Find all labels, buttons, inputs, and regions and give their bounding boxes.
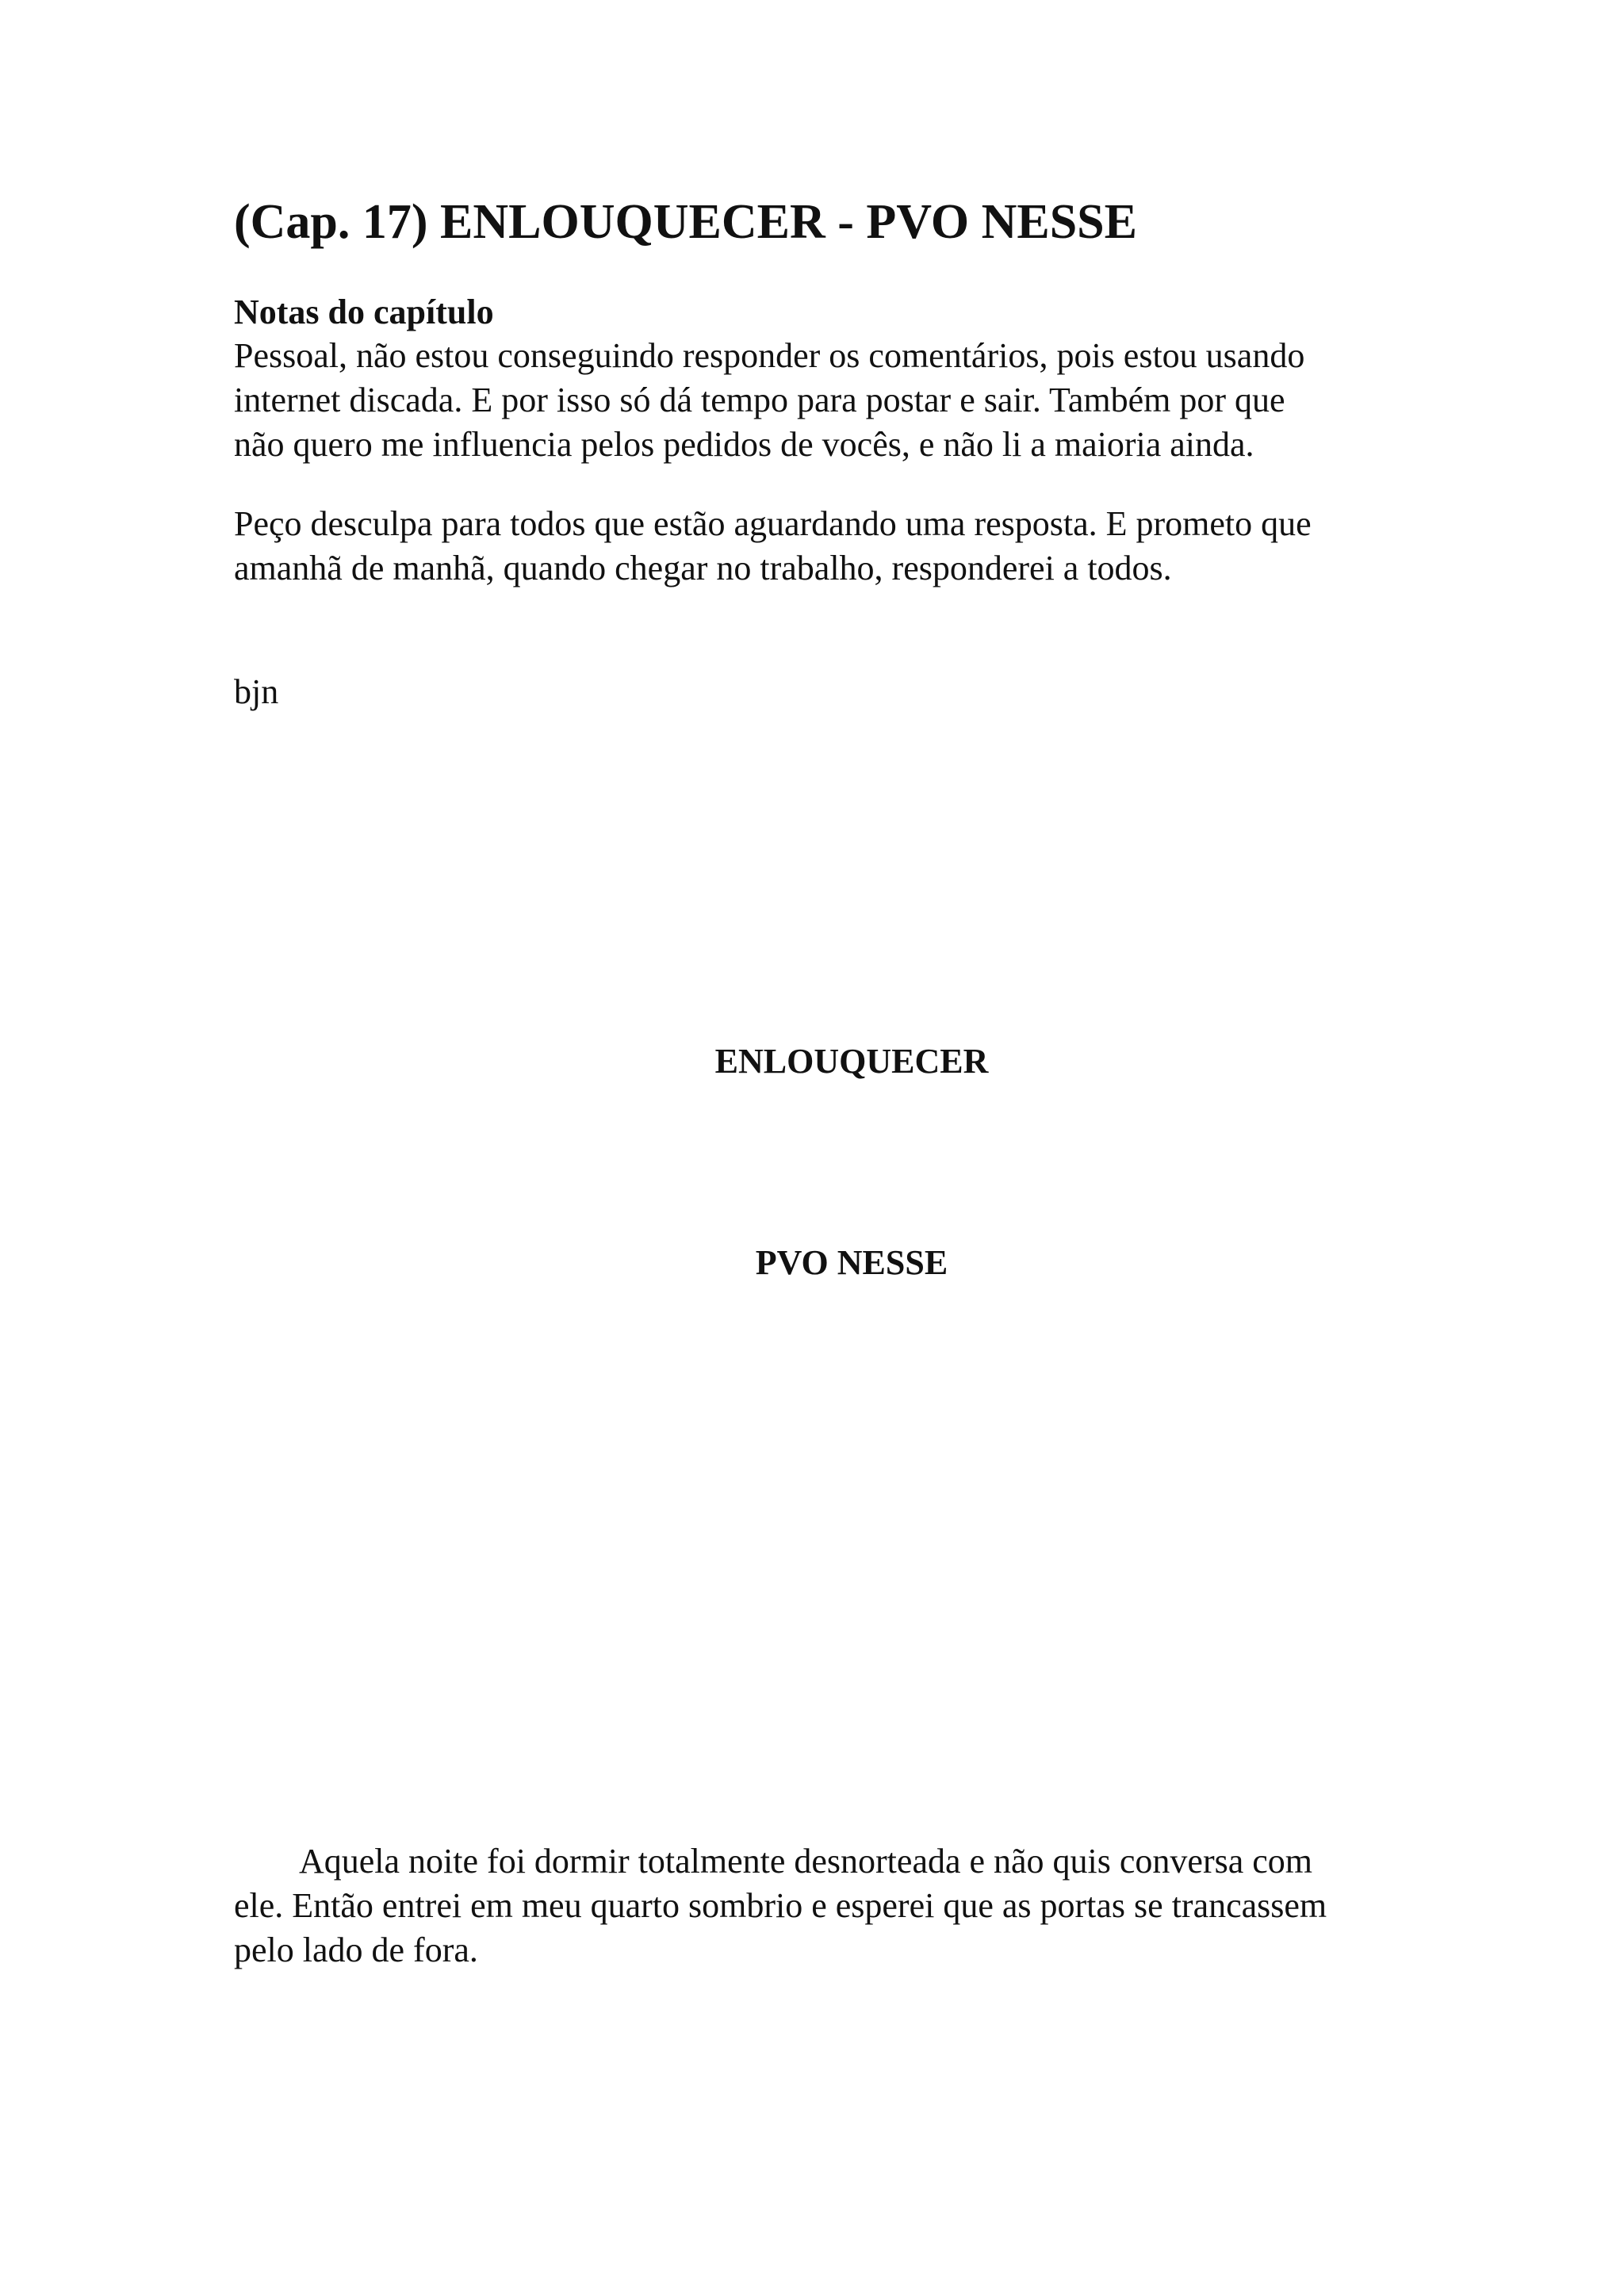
text-line: amanhã de manhã, quando chegar no trabalho, responderei a todos.	[234, 549, 1172, 587]
text-line: internet discada. E por isso só dá tempo para postar e sair. Também por que	[234, 381, 1285, 419]
text-line: não quero me influencia pelos pedidos de vocês, e não li a maioria ainda.	[234, 425, 1254, 464]
chapter-heading: ENLOUQUECER	[714, 1042, 989, 1081]
notes-paragraph-2	[234, 502, 1423, 591]
body-paragraph	[234, 1839, 1423, 1973]
pov-heading: PVO NESSE	[755, 1243, 948, 1282]
notes-heading: Notas do capítulo	[234, 293, 494, 331]
notes-paragraph-1	[234, 334, 1423, 467]
text-line: pelo lado de fora.	[234, 1931, 478, 1969]
text-line: Pessoal, não estou conseguindo responder os comentários, pois estou usando	[234, 336, 1305, 375]
text-line: Peço desculpa para todos que estão aguardando uma resposta. E prometo que	[234, 504, 1312, 543]
chapter-title: (Cap. 17) ENLOUQUECER - PVO NESSE	[234, 195, 1138, 249]
text-line: ele. Então entrei em meu quarto sombrio e esperei que as portas se trancassem	[234, 1886, 1327, 1925]
text-line: Aquela noite foi dormir totalmente desnorteada e não quis conversa com	[299, 1842, 1313, 1881]
sign-off	[234, 670, 1423, 714]
sign-off-text: bjn	[234, 672, 279, 711]
